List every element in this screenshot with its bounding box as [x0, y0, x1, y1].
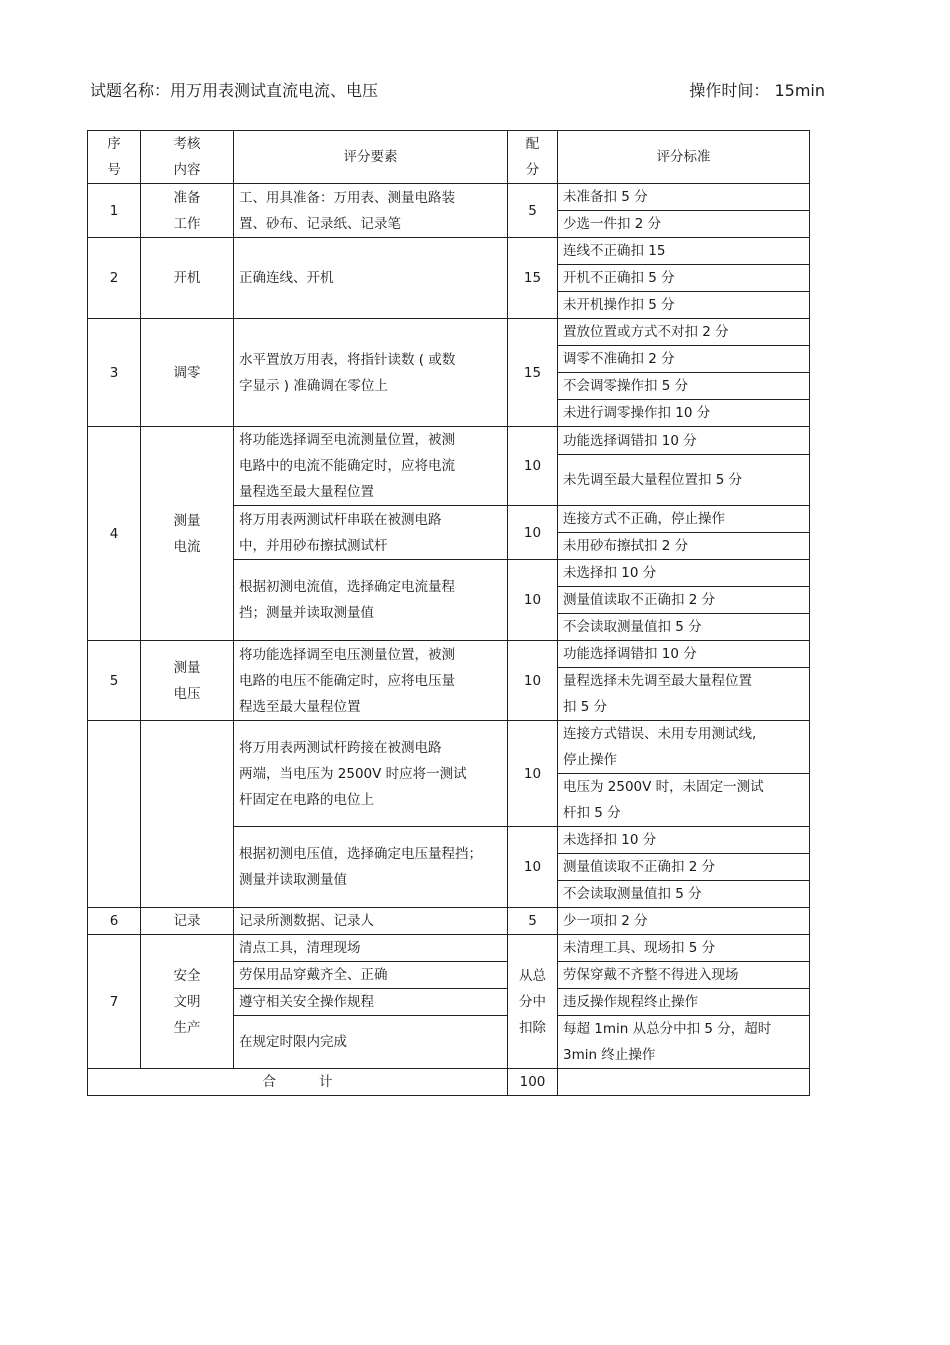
header-content: 考核 内容 [141, 131, 234, 184]
table-row [88, 641, 810, 668]
row5b-standard: 电压为 2500V 时，未固定一测试 杆扣 5 分 [558, 774, 810, 827]
row3-points: 15 [508, 319, 558, 427]
row5a-standard: 功能选择调错扣 10 分 [558, 641, 810, 668]
row7-content: 安全 文明 生产 [141, 935, 234, 1069]
row2-points: 15 [508, 238, 558, 319]
row7-standard: 未清理工具、现场扣 5 分 [558, 935, 810, 962]
header-standard: 评分标准 [558, 131, 810, 184]
row4c-points: 10 [508, 560, 558, 641]
row5c-standard: 未选择扣 10 分 [558, 827, 810, 854]
operation-time: 操作时间： 15min [689, 81, 825, 100]
row3-standard: 不会调零操作扣 5 分 [558, 373, 810, 400]
row5c-elements: 根据初测电压值，选择确定电压量程挡； 测量并读取测量值 [234, 827, 508, 908]
row7-points: 从总 分中 扣除 [508, 935, 558, 1069]
row6-points: 5 [508, 908, 558, 935]
row1-seq: 1 [88, 184, 141, 238]
row4b-standard: 未用砂布擦拭扣 2 分 [558, 533, 810, 560]
row5b-points: 10 [508, 721, 558, 827]
row4a-standard: 功能选择调错扣 10 分 [558, 427, 810, 455]
row4b-standard: 连接方式不正确，停止操作 [558, 506, 810, 533]
row5c-points: 10 [508, 827, 558, 908]
row2-standard: 未开机操作扣 5 分 [558, 292, 810, 319]
row1-elements: 工、用具准备：万用表、测量电路装 置、砂布、记录纸、记录笔 [234, 184, 508, 238]
row5c-standard: 不会读取测量值扣 5 分 [558, 881, 810, 908]
table-row [88, 935, 810, 962]
row4c-standard: 未选择扣 10 分 [558, 560, 810, 587]
row1-standard: 未准备扣 5 分 [558, 184, 810, 211]
exam-title: 试题名称：用万用表测试直流电流、电压 [90, 81, 379, 100]
row5b-standard: 连接方式错误、未用专用测试线, 停止操作 [558, 721, 810, 774]
row7-element: 清点工具，清理现场 [234, 935, 508, 962]
row2-content: 开机 [141, 238, 234, 319]
table-row [88, 319, 810, 346]
table-row [88, 427, 810, 455]
row7-standard: 违反操作规程终止操作 [558, 989, 810, 1016]
row3-seq: 3 [88, 319, 141, 427]
row4a-points: 10 [508, 427, 558, 506]
row5b-elements: 将万用表两测试杆跨接在被测电路 两端，当电压为 2500V 时应将一测试 杆固定在电路的电位上 [234, 721, 508, 827]
row7-seq: 7 [88, 935, 141, 1069]
row2-seq: 2 [88, 238, 141, 319]
row3-standard: 置放位置或方式不对扣 2 分 [558, 319, 810, 346]
row2-standard: 连线不正确扣 15 [558, 238, 810, 265]
row1-content: 准备 工作 [141, 184, 234, 238]
row2-elements: 正确连线、开机 [234, 238, 508, 319]
row1-standard: 少选一件扣 2 分 [558, 211, 810, 238]
row4a-elements: 将功能选择调至电流测量位置，被测 电路中的电流不能确定时，应将电流 量程选至最大量程位置 [234, 427, 508, 506]
table-row [88, 721, 810, 774]
row6-standard: 少一项扣 2 分 [558, 908, 810, 935]
row4b-points: 10 [508, 506, 558, 560]
table-row [88, 908, 810, 935]
total-standard-empty [558, 1069, 810, 1096]
row7-element: 劳保用品穿戴齐全、正确 [234, 962, 508, 989]
total-label: 合 计 [88, 1069, 508, 1096]
header-seq: 序 号 [88, 131, 141, 184]
total-points: 100 [508, 1069, 558, 1096]
table-row [88, 184, 810, 211]
row5a-points: 10 [508, 641, 558, 721]
row5b-content-empty [141, 721, 234, 908]
row5a-elements: 将功能选择调至电压测量位置，被测 电路的电压不能确定时，应将电压量 程选至最大量程位置 [234, 641, 508, 721]
row4-content: 测量 电流 [141, 427, 234, 641]
row3-content: 调零 [141, 319, 234, 427]
header-elements: 评分要素 [234, 131, 508, 184]
total-row [88, 1069, 810, 1096]
row4c-standard: 测量值读取不正确扣 2 分 [558, 587, 810, 614]
row7-element: 遵守相关安全操作规程 [234, 989, 508, 1016]
row7-standard: 劳保穿戴不齐整不得进入现场 [558, 962, 810, 989]
table-header-row [88, 131, 810, 184]
row4c-standard: 不会读取测量值扣 5 分 [558, 614, 810, 641]
page-header [90, 78, 825, 104]
row5b-seq-empty [88, 721, 141, 908]
row4-seq: 4 [88, 427, 141, 641]
row5c-standard: 测量值读取不正确扣 2 分 [558, 854, 810, 881]
row1-points: 5 [508, 184, 558, 238]
row5a-standard: 量程选择未先调至最大量程位置 扣 5 分 [558, 668, 810, 721]
row7-element: 在规定时限内完成 [234, 1016, 508, 1069]
row2-standard: 开机不正确扣 5 分 [558, 265, 810, 292]
row7-standard: 每超 1min 从总分中扣 5 分，超时 3min 终止操作 [558, 1016, 810, 1069]
header-points: 配 分 [508, 131, 558, 184]
row3-elements: 水平置放万用表，将指针读数 ( 或数 字显示 ) 准确调在零位上 [234, 319, 508, 427]
row5-seq: 5 [88, 641, 141, 721]
row6-seq: 6 [88, 908, 141, 935]
row3-standard: 未进行调零操作扣 10 分 [558, 400, 810, 427]
row4a-standard: 未先调至最大量程位置扣 5 分 [558, 455, 810, 506]
table-row [88, 238, 810, 265]
row4c-elements: 根据初测电流值，选择确定电流量程 挡；测量并读取测量值 [234, 560, 508, 641]
scoring-table [87, 130, 810, 1096]
row5-content: 测量 电压 [141, 641, 234, 721]
row6-elements: 记录所测数据、记录人 [234, 908, 508, 935]
row6-content: 记录 [141, 908, 234, 935]
row3-standard: 调零不准确扣 2 分 [558, 346, 810, 373]
row4b-elements: 将万用表两测试杆串联在被测电路 中，并用砂布擦拭测试杆 [234, 506, 508, 560]
